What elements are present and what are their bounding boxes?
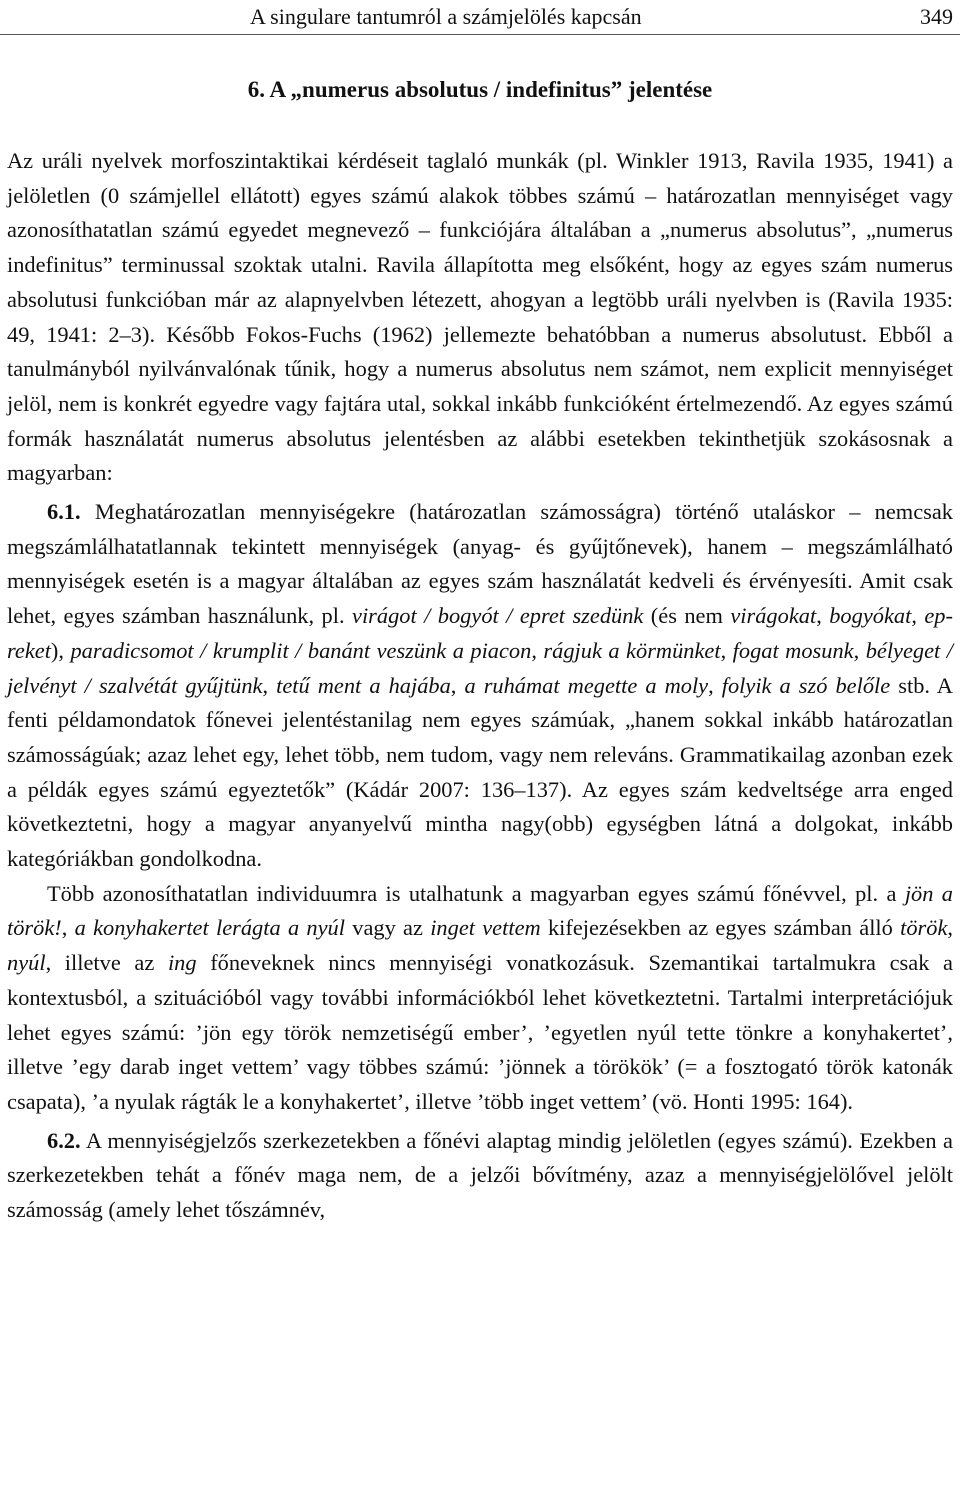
example-phrase: nyúl bbox=[7, 950, 46, 976]
text-run: ), bbox=[50, 637, 71, 663]
text-run: kifejezésekben az egyes számban álló bbox=[540, 915, 901, 941]
section-title: 6. A „numerus absolutus / indefinitus” jelentése bbox=[247, 77, 713, 102]
example-phrase: bogyókat bbox=[829, 603, 912, 629]
example-phrase: a ruhámat megette a moly bbox=[464, 672, 709, 698]
text-run: , bbox=[911, 603, 925, 629]
example-phrase: jön a török! bbox=[7, 880, 953, 941]
text-run: , bbox=[720, 637, 733, 663]
text-run: stb. A fenti példamondatok főnevei jelentéstanilag nem egyes számúak, „hanem sokkal inkább határozatlan számosságúak; azaz lehet egy, lehet több, nem tudom, vagy nem releváns. Grammatikailag azonban ezek a példák egyes számú egyeztetők” (Kádár 2007: 136–137). Az egyes szám kedveltsége arra enged következtetni, hogy a magyar anyanyelvű mintha nagy(obb) egységben látná a dolgokat, inkább kategóriákban gondolkodna. bbox=[7, 672, 953, 872]
running-title: A singulare tantumról a számjelölés kapcsán bbox=[250, 4, 642, 29]
example-phrase: folyik a szó belőle bbox=[721, 672, 891, 698]
text-run: , bbox=[853, 637, 866, 663]
section-number: 6.2. bbox=[47, 1127, 81, 1153]
example-phrase: a konyhakertet lerágta a nyúl bbox=[74, 915, 345, 941]
page-number: 349 bbox=[920, 4, 953, 29]
example-phrase: ing bbox=[167, 950, 197, 976]
text-run: Több azonosíthatatlan individuumra is utalhatunk a magyarban egyes számú főnévvel, pl. a bbox=[47, 880, 905, 906]
example-phrase: fogat mosunk bbox=[732, 637, 854, 663]
text-run: , illetve az bbox=[45, 950, 168, 976]
text-run: főneveknek nincs mennyiségi vonatkozásuk. Szemantikai tartalmukra csak a kontextusból, a szituációból vagy további információkból lehet következtetni. Tartalmi interpretációjuk lehet egyes számú: ’jön egy török nemzetiségű ember’, ’egyetlen nyúl tette tönkre a konyhakertet’, illetve ’egy darab inget vettem’ vagy többes számú: ’jönnek a törökök’ (= a fosztogató török katonák csapata), ’a nyulak rágták le a konyhakertet’, illetve ’több inget vettem’ (vö. Honti 1995: 164). bbox=[7, 950, 953, 1114]
body-text bbox=[7, 144, 953, 1228]
text-run: vagy az bbox=[344, 915, 431, 941]
text-run: , bbox=[262, 672, 277, 698]
text-run: Az uráli nyelvek morfoszintaktikai kérdéseit taglaló munkák (pl. Winkler 1913, Ravila 1935, 1941) a jelöletlen (0 számjellel ellátott) egyes számú alakok többes számú – határozatlan mennyiséget vagy azonosíthatatlan számú egyedet megnevező – funkciójára általában a „numerus absolutus”, „numerus indefinitus” terminussal szoktak utalni. Ravila állapította meg elsőként, hogy az egyes szám numerus absolutusi funkcióban már az alapnyelvben létezett, ahogyan a legtöbb uráli nyelvben is (Ravila 1935: 49, 1941: 2–3). Később Fokos-Fuchs (1962) jellemezte behatóbban a numerus absolutust. Ebből a tanulmányból nyilvánvalónak tűnik, hogy a numerus absolutus nem számot, nem explicit mennyiséget jelöl, nem is konkrét egyedre vagy fajtára utal, sokkal inkább funkcióként értelmezendő. Az egyes számú formák használatát numerus absolutus jelentésben az alábbi esetekben tekinthetjük szokásosnak a magyarban: bbox=[7, 148, 953, 486]
text-run: , bbox=[947, 915, 954, 941]
text-run: , bbox=[531, 637, 544, 663]
example-phrase: rágjuk a körmünket bbox=[543, 637, 721, 663]
paragraph-intro bbox=[7, 144, 953, 491]
text-run: Meghatározatlan mennyiségekre (határozatlan számosságra) történő utaláskor – nemcsak megszámlálhatatlannak tekintett mennyiségek (anyag- és gyűjtőnevek), hanem – megszámlálható mennyiségek esetén is a magyar általában az egyes szám használatát kedveli és érvényesíti. Amit csak lehet, egyes számban használunk, pl. bbox=[7, 499, 953, 629]
example-phrase: tetű ment a hajába bbox=[276, 672, 451, 698]
example-phrase: török bbox=[900, 915, 948, 941]
example-phrase: virágot / bogyót / epret szedünk bbox=[352, 603, 644, 629]
example-phrase: epreket bbox=[7, 603, 953, 663]
text-run: A mennyiségjelzős szerkezetekben a főnévi alaptag mindig jelöletlen (egyes számú). Ezekben a szerkezetekben tehát a főnév maga nem, de a jelzői bővítmény, azaz a mennyiségjelölővel jelölt számosság (amely lehet tőszámnév, bbox=[7, 1127, 953, 1223]
paragraph-section-6-2 bbox=[7, 1124, 953, 1228]
example-phrase: inget vettem bbox=[430, 915, 541, 941]
running-header bbox=[0, 4, 960, 35]
text-run: , bbox=[450, 672, 465, 698]
example-phrase: virágokat bbox=[730, 603, 817, 629]
paragraph-individuals bbox=[7, 877, 953, 1120]
text-run: , bbox=[708, 672, 722, 698]
example-phrase: bélyeget / jelvényt / szalvétát gyűjtünk bbox=[7, 637, 953, 698]
text-run: (és nem bbox=[643, 603, 731, 629]
text-run: , bbox=[61, 915, 75, 941]
paragraph-section-6-1 bbox=[7, 495, 953, 877]
example-phrase: paradicsomot / krumplit / banánt veszünk a piacon bbox=[70, 637, 532, 663]
section-number: 6.1. bbox=[47, 499, 81, 525]
text-run: , bbox=[816, 603, 830, 629]
